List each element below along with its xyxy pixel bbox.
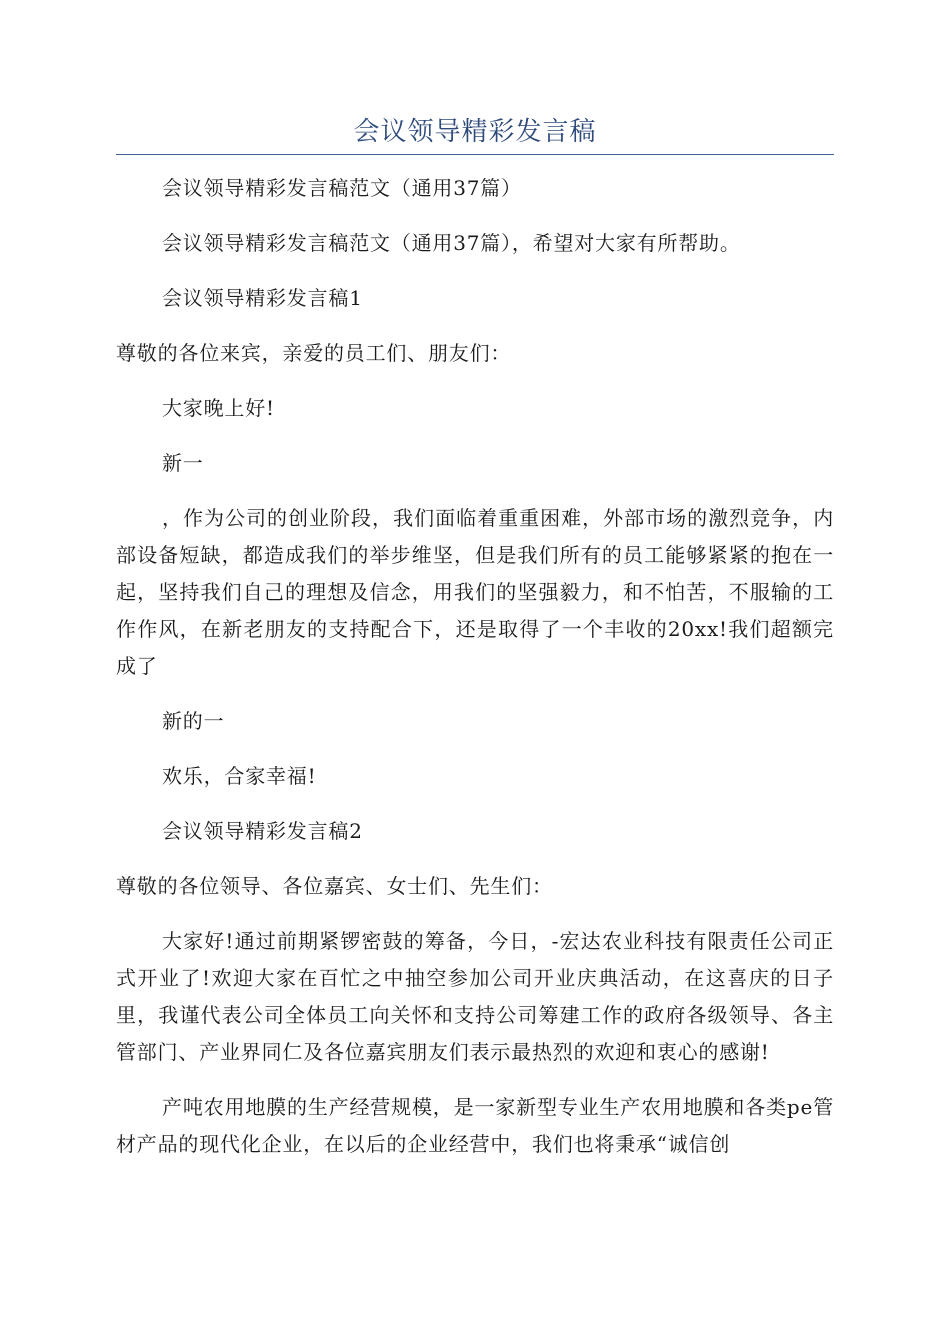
paragraph: 会议领导精彩发言稿范文（通用37篇） xyxy=(162,176,522,200)
title-underline xyxy=(116,154,834,155)
paragraph: 新的一 xyxy=(162,709,225,733)
section-heading: 会议领导精彩发言稿1 xyxy=(162,286,363,310)
paragraph: 会议领导精彩发言稿范文（通用37篇），希望对大家有所帮助。 xyxy=(162,231,741,255)
paragraph: 大家晚上好! xyxy=(162,396,275,420)
paragraph: 产吨农用地膜的生产经营规模，是一家新型专业生产农用地膜和各类pe管材产品的现代化企业，在以后的企业经营中，我们也将秉承“诚信创 xyxy=(116,1095,834,1156)
document-title: 会议领导精彩发言稿 xyxy=(353,117,597,147)
paragraph: ，作为公司的创业阶段，我们面临着重重困难，外部市场的激烈竞争，内部设备短缺，都造成我们的举步维坚，但是我们所有的员工能够紧紧的抱在一起，坚持我们自己的理想及信念，用我们的坚强毅力，和不怕苦，不服输的工作作风，在新老朋友的支持配合下，还是取得了一个丰收的20xx!我们超额完成了 xyxy=(116,506,834,678)
paragraph: 欢乐，合家幸福! xyxy=(162,764,317,788)
paragraph: 大家好!通过前期紧锣密鼓的筹备，今日，-宏达农业科技有限责任公司正式开业了!欢迎大家在百忙之中抽空参加公司开业庆典活动，在这喜庆的日子里，我谨代表公司全体员工向关怀和支持公司筹建工作的政府各级领导、各主管部门、产业界同仁及各位嘉宾朋友们表示最热烈的欢迎和衷心的感谢! xyxy=(116,929,834,1064)
salutation: 尊敬的各位来宾，亲爱的员工们、朋友们： xyxy=(116,341,512,365)
salutation: 尊敬的各位领导、各位嘉宾、女士们、先生们： xyxy=(116,874,553,898)
section-heading: 会议领导精彩发言稿2 xyxy=(162,819,363,843)
paragraph: 新一 xyxy=(162,451,204,475)
document-body xyxy=(116,170,834,1181)
